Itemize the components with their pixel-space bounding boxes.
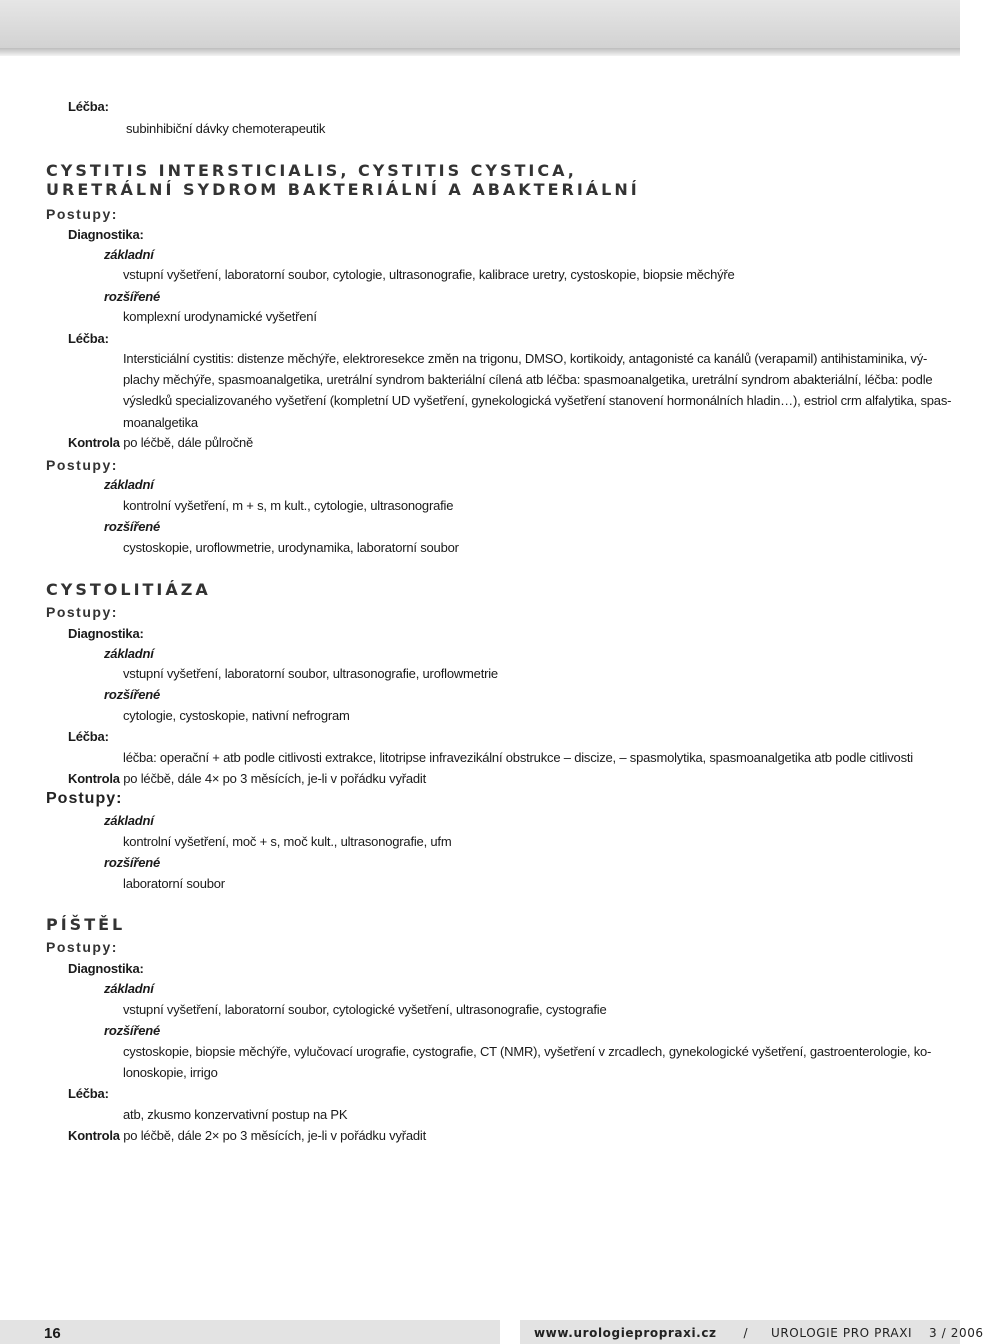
rozsirene-text: cytologie, cystoskopie, nativní nefrogram [123,708,350,723]
lecba-text: léčba: operační + atb podle citlivosti extrakce, litotripse infravezikální obstrukce – discize, – spasmolytika, spasmoanalgetika atb podle citlivosti [123,750,913,765]
zakladni-label: základní [104,646,154,661]
header-divider [0,48,960,56]
kontrola-text: po léčbě, dále půlročně [119,435,254,450]
lecba-label: Léčba: [68,1086,109,1101]
kontrola-line [68,770,426,788]
postupy-label: Postupy: [46,939,118,955]
postupy-label: Postupy: [46,790,123,807]
postupy-label: Postupy: [46,604,118,620]
zakladni-text: vstupní vyšetření, laboratorní soubor, cytologické vyšetření, ultrasonografie, cystografie [123,1002,607,1017]
zakladni-text: kontrolní vyšetření, moč + s, moč kult., ultrasonografie, ufm [123,834,452,849]
section-title: PÍŠTĚL [46,915,126,934]
kontrola-label: Kontrola [68,771,120,786]
lecba-text: subinhibiční dávky chemoterapeutik [126,121,326,136]
kontrola-line [68,1127,426,1145]
header-band [0,0,960,48]
rozsirene-text: laboratorní soubor [123,876,225,891]
zakladni-label: základní [104,247,154,262]
rozsirene-label: rozšířené [104,519,161,534]
footer-journal: UROLOGIE PRO PRAXI [770,1326,913,1340]
diagnostika-label: Diagnostika: [68,227,144,242]
diagnostika-label: Diagnostika: [68,626,144,641]
section-title-line2: URETRÁLNÍ SYDROM BAKTERIÁLNÍ A ABAKTERIÁLNÍ [46,180,640,199]
kontrola-label: Kontrola [68,435,120,450]
zakladni-label: základní [104,981,154,996]
kontrola-label: Kontrola [68,1128,120,1143]
rozsirene-label: rozšířené [104,289,161,304]
lecba-label: Léčba: [68,99,109,114]
rozsirene-text-line: lonoskopie, irrigo [123,1065,218,1080]
rozsirene-label: rozšířené [104,1023,161,1038]
footer-url[interactable]: www.urologiepropraxi.cz [534,1326,717,1340]
rozsirene-text: komplexní urodynamické vyšetření [123,309,317,324]
lecba-text: atb, zkusmo konzervativní postup na PK [123,1107,348,1122]
zakladni-text: vstupní vyšetření, laboratorní soubor, ultrasonografie, uroflowmetrie [123,666,498,681]
diagnostika-label: Diagnostika: [68,961,144,976]
footer-separator: / [743,1326,749,1340]
postupy-label: Postupy: [46,206,118,222]
lecba-label: Léčba: [68,729,109,744]
lecba-text-line: plachy měchýře, spasmoanalgetika, uretrální syndrom bakteriální cílená atb léčba: spasmoanalgetika, uretrální syndrom abakteriální, léčba: podle [123,372,933,387]
footer-issue: 3 / 2006 [929,1326,984,1340]
section-title-line1: CYSTITIS INTERSTICIALIS, CYSTITIS CYSTICA, [46,161,577,180]
footer-info [534,1326,984,1340]
lecba-text-line: moanalgetika [123,415,198,430]
rozsirene-text-line: cystoskopie, biopsie měchýře, vylučovací urografie, cystografie, CT (NMR), vyšetření v zrcadlech, gynekologické vyšetření, gastroenterologie, ko- [123,1044,932,1059]
page-number: 16 [44,1325,61,1342]
zakladni-text: vstupní vyšetření, laboratorní soubor, cytologie, ultrasonografie, kalibrace uretry, cystoskopie, biopsie měchýře [123,267,735,282]
kontrola-text: po léčbě, dále 4× po 3 měsících, je-li v pořádku vyřadit [119,771,427,786]
section-title: CYSTOLITIÁZA [46,580,211,599]
lecba-text-line: Intersticiální cystitis: distenze měchýře, elektroresekce změn na trigonu, DMSO, kortikoidy, antagonisté ca kanálů (verapamil) antihistaminika, vý- [123,351,928,366]
kontrola-text: po léčbě, dále 2× po 3 měsících, je-li v pořádku vyřadit [119,1128,427,1143]
rozsirene-label: rozšířené [104,855,161,870]
postupy-label: Postupy: [46,457,118,473]
footer-band-left [0,1320,500,1344]
zakladni-label: základní [104,477,154,492]
zakladni-label: základní [104,813,154,828]
lecba-text-line: výsledků specializovaného vyšetření (kompletní UD vyšetření, gynekologická vyšetření stanovení hormonálních hladin…), estriol crm alfalytika, spas- [123,393,952,408]
kontrola-line [68,434,253,452]
rozsirene-text: cystoskopie, uroflowmetrie, urodynamika, laboratorní soubor [123,540,459,555]
zakladni-text: kontrolní vyšetření, m + s, m kult., cytologie, ultrasonografie [123,498,454,513]
lecba-label: Léčba: [68,331,109,346]
rozsirene-label: rozšířené [104,687,161,702]
